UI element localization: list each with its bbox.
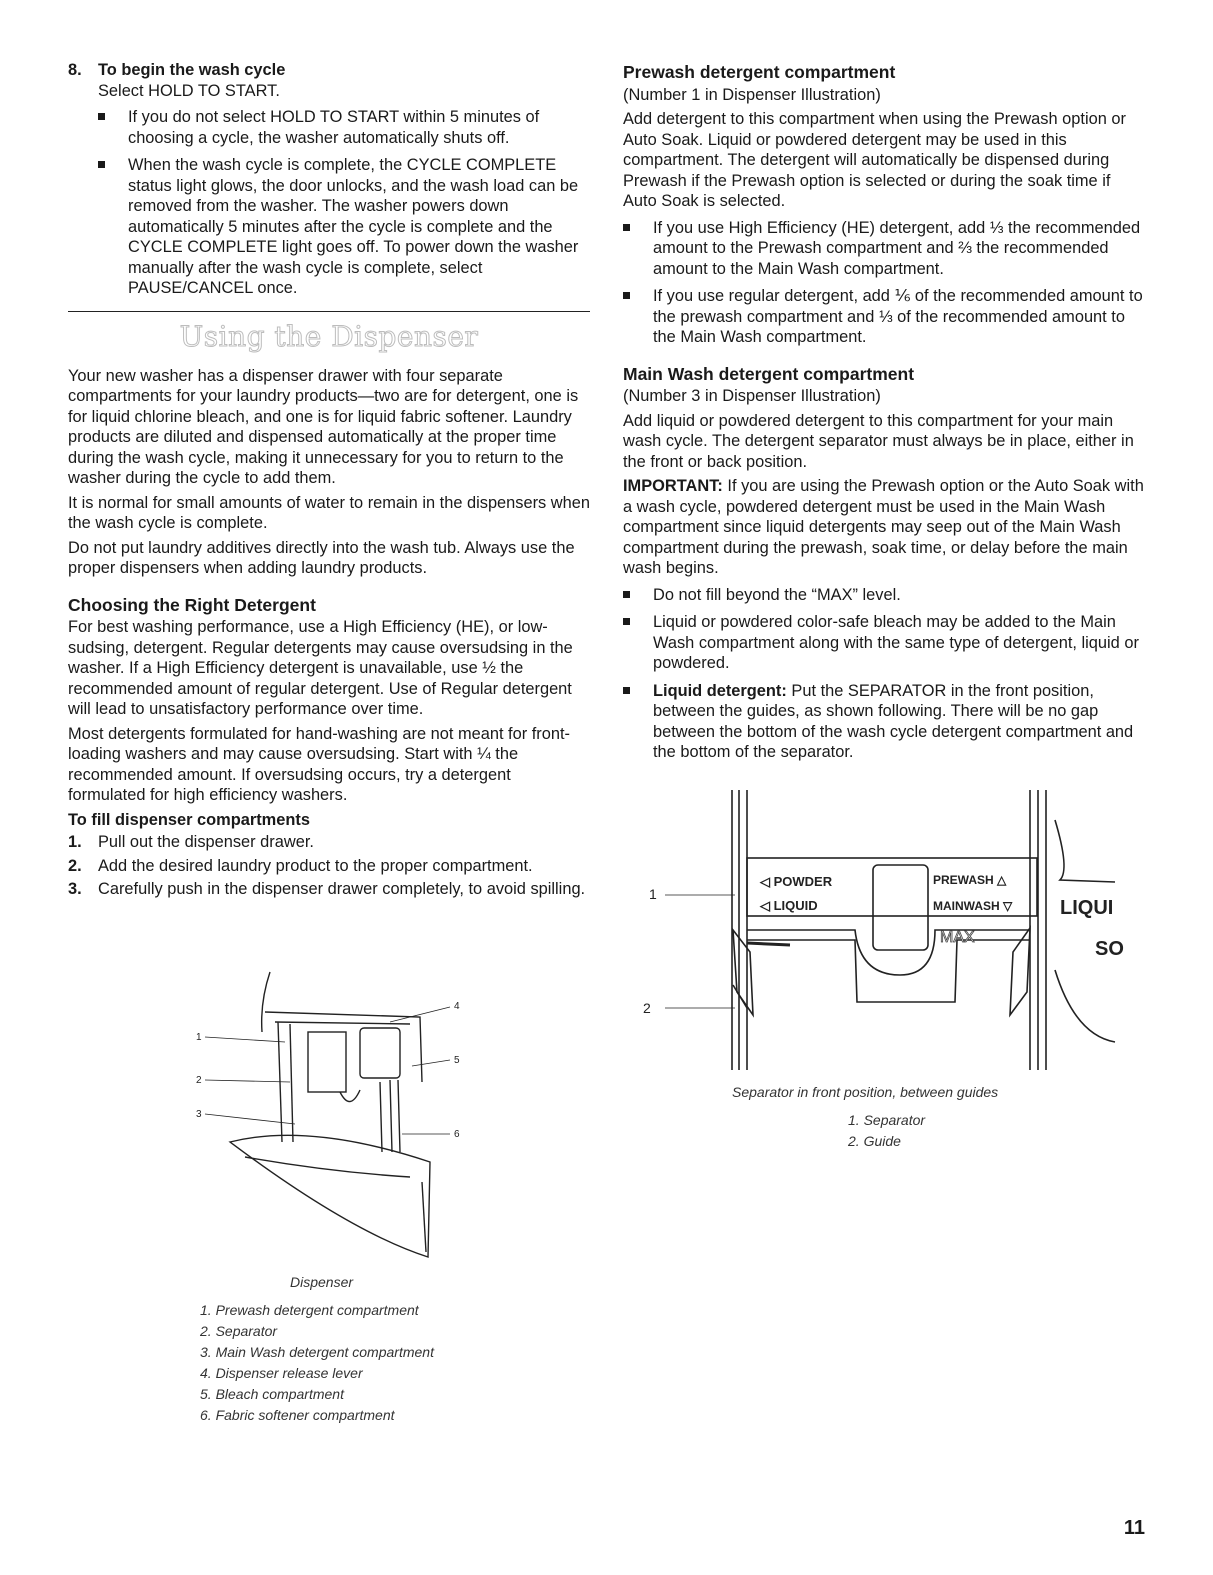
prewash-paragraph: Add detergent to this compartment when using the Prewash option or Auto Soak. Liquid or powdered detergent may be used in this compartment. The detergent will automatically be dispensed during Prewash if the Prewash option is selected or during the soak time if Auto Soak is selected. [623,110,1126,210]
prewash-bullets [623,218,1145,348]
main-wash-bullets [623,585,1145,763]
legend-item: 4. Dispenser release lever [200,1365,363,1381]
callout-label: 4 [454,1001,460,1012]
legend-item: 5. Bleach compartment [200,1386,344,1402]
list-item: 3. Carefully push in the dispenser drawer completely, to avoid spilling. [68,880,586,898]
important-note: IMPORTANT: If you are using the Prewash option or the Auto Soak with a wash cycle, powdered detergent must be used in the Main Wash compartment since liquid detergents may seep out of the Main Wash compartment during the prewash, soak time, or delay before the main wash begins. [623,477,1144,577]
prewash-heading: Prewash detergent compartment [623,62,896,82]
legend-item: 1. Prewash detergent compartment [200,1302,419,1318]
detergent-heading: Choosing the Right Detergent [68,594,316,615]
callout-label: 2 [196,1075,202,1086]
detergent-paragraph: Most detergents formulated for hand-washing are not meant for front-loading washers and may cause oversudsing. Start with ¼ the recommended amount. If oversudsing occurs, try a detergent formulated for high efficiency washers. [68,724,570,804]
separator-illustration [635,780,1135,1080]
intro-paragraph: It is normal for small amounts of water to remain in the dispensers when the wash cycle is complete. [68,493,590,532]
legend-item: 6. Fabric softener compartment [200,1407,395,1423]
figure-legend [848,1110,925,1152]
max-label: MAX [940,929,975,946]
list-item: 2. Add the desired laundry product to the proper compartment. [68,856,533,875]
main-wash-heading: Main Wash detergent compartment [623,363,915,384]
mainwash-label: MAINWASH ▽ [933,899,1013,913]
intro-paragraph: Your new washer has a dispenser drawer with four separate compartments for your laundry products—two are for detergent, one is for liquid chlorine bleach, and one is for liquid fabric softener. Laundry products are diluted and dispensed automatically at the proper time during the wash cycle, making it unnecessary for you to return to the washer during the cycle to add them. [68,366,579,487]
callout-label: 3 [196,1109,202,1120]
left-column [68,60,590,903]
intro-paragraph: Do not put laundry additives directly into the wash tub. Always use the proper dispensers when adding laundry products. [68,538,575,577]
figure-caption: Separator in front position, between guides [732,1084,999,1100]
list-item: Liquid or powdered color-safe bleach may be added to the Main Wash compartment along with the same type of detergent, liquid or powdered. [623,612,1145,674]
callout-label: 6 [454,1129,460,1140]
callout-label: 5 [454,1055,460,1066]
legend-item: 1. Separator [848,1112,926,1128]
figure-legend [200,1300,434,1426]
legend-item: 3. Main Wash detergent compartment [200,1344,434,1360]
so-label: SO [1095,938,1124,960]
list-item: Liquid detergent: Put the SEPARATOR in the front position, between the guides, as shown following. There will be no gap between the bottom of the wash cycle detergent compartment and the bottom of the separator. [623,681,1145,763]
step-number: 8. [68,61,82,79]
list-item: 1. Pull out the dispenser drawer. [68,833,314,851]
figure-caption: Dispenser [290,1274,354,1290]
step-subtitle: Select HOLD TO START. [98,81,280,100]
page-number: 11 [1123,1517,1145,1539]
detergent-paragraph: For best washing performance, use a High Efficiency (HE), or low-sudsing, detergent. Regular detergents may cause oversudsing in the washer. If a High Efficiency detergent is unavailable, use ½ the recommended amount of regular detergent. Use of Regular detergent will lead to unsatisfactory performance over time. [68,618,573,718]
legend-item: 2. Separator [200,1323,278,1339]
step-8 [68,60,590,299]
prewash-label: PREWASH △ [933,873,1007,887]
step-title: To begin the wash cycle [98,61,286,79]
powder-label: ◁ POWDER [760,874,833,889]
list-item: If you do not select HOLD TO START within 5 minutes of choosing a cycle, the washer automatically shuts off. [98,107,590,148]
main-wash-paragraph: Add liquid or powdered detergent to this compartment for your main wash cycle. The detergent separator must always be in place, either in the front or back position. [623,411,1134,471]
fill-heading: To fill dispenser compartments [68,810,310,829]
callout-label: 2 [643,1000,651,1016]
callout-label: 1 [196,1032,202,1043]
dispenser-illustration [190,962,480,1272]
main-wash-subtitle: (Number 3 in Dispenser Illustration) [623,387,881,405]
liquid-label: ◁ LIQUID [760,898,818,913]
prewash-subtitle: (Number 1 in Dispenser Illustration) [623,85,881,104]
legend-item: 2. Guide [848,1133,901,1149]
step-8-bullets [98,107,590,299]
section-divider [68,311,590,312]
list-item: Do not fill beyond the “MAX” level. [623,585,1145,606]
right-column [623,60,1145,770]
fill-steps [68,832,590,900]
callout-label: 1 [649,886,657,902]
list-item: If you use High Efficiency (HE) detergent, add ⅓ the recommended amount to the Prewash compartment and ⅔ the recommended amount to the Main Wash compartment. [623,218,1145,280]
section-title: Using the Dispenser [179,319,479,353]
list-item: When the wash cycle is complete, the CYCLE COMPLETE status light glows, the door unlocks, and the wash load can be removed from the washer. The washer powers down automatically 5 minutes after the cycle is complete and the CYCLE COMPLETE light goes off. To power down the washer manually after the wash cycle is complete, select PAUSE/CANCEL once. [98,155,590,299]
list-item: If you use regular detergent, add ⅙ of the recommended amount to the prewash compartment and ⅓ of the recommended amount to the Main Wash compartment. [623,286,1145,348]
liqui-label: LIQUI [1060,897,1114,919]
